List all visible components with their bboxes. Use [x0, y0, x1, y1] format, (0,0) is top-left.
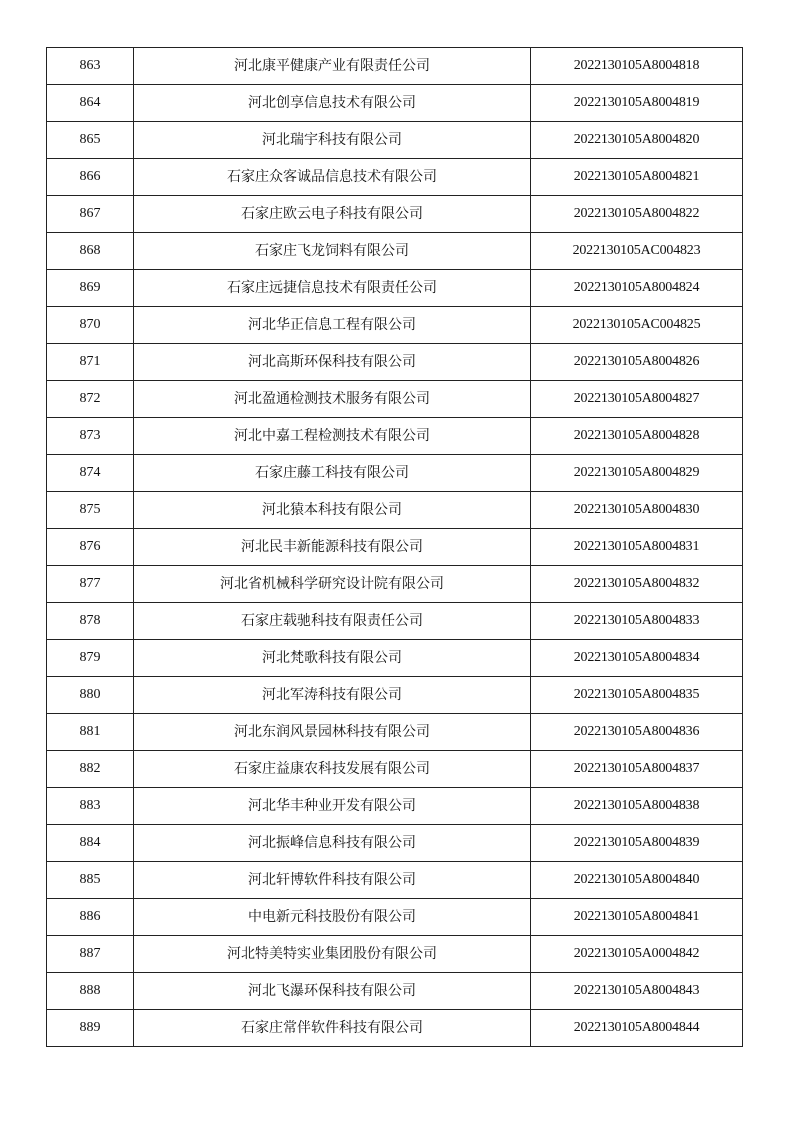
company-name-cell: 河北特美特实业集团股份有限公司: [134, 936, 531, 973]
registration-code-cell: 2022130105A8004827: [531, 381, 743, 418]
company-name-cell: 石家庄常伴软件科技有限公司: [134, 1010, 531, 1047]
row-number-cell: 880: [47, 677, 134, 714]
company-name-cell: 河北民丰新能源科技有限公司: [134, 529, 531, 566]
table-row: [47, 418, 743, 455]
row-number-cell: 869: [47, 270, 134, 307]
registration-code-cell: 2022130105A8004831: [531, 529, 743, 566]
row-number-cell: 868: [47, 233, 134, 270]
registration-code-cell: 2022130105A0004842: [531, 936, 743, 973]
company-name-cell: 石家庄飞龙饲料有限公司: [134, 233, 531, 270]
table-row: [47, 640, 743, 677]
registration-code-cell: 2022130105A8004822: [531, 196, 743, 233]
table-row: [47, 603, 743, 640]
row-number-cell: 864: [47, 85, 134, 122]
table-row: [47, 270, 743, 307]
row-number-cell: 888: [47, 973, 134, 1010]
table-row: [47, 751, 743, 788]
registration-code-cell: 2022130105A8004836: [531, 714, 743, 751]
registration-code-cell: 2022130105A8004819: [531, 85, 743, 122]
company-name-cell: 河北瑞宇科技有限公司: [134, 122, 531, 159]
company-name-cell: 石家庄载驰科技有限责任公司: [134, 603, 531, 640]
company-name-cell: 河北华丰种业开发有限公司: [134, 788, 531, 825]
registration-code-cell: 2022130105A8004841: [531, 899, 743, 936]
registration-code-cell: 2022130105A8004844: [531, 1010, 743, 1047]
registration-code-cell: 2022130105AC004825: [531, 307, 743, 344]
company-name-cell: 河北飞瀑环保科技有限公司: [134, 973, 531, 1010]
table-row: [47, 159, 743, 196]
registration-code-cell: 2022130105A8004828: [531, 418, 743, 455]
registration-code-cell: 2022130105A8004824: [531, 270, 743, 307]
registration-code-cell: 2022130105A8004834: [531, 640, 743, 677]
company-name-cell: 河北军涛科技有限公司: [134, 677, 531, 714]
registration-code-cell: 2022130105A8004821: [531, 159, 743, 196]
company-name-cell: 石家庄众客诚品信息技术有限公司: [134, 159, 531, 196]
table-row: [47, 862, 743, 899]
row-number-cell: 870: [47, 307, 134, 344]
row-number-cell: 886: [47, 899, 134, 936]
row-number-cell: 863: [47, 48, 134, 85]
table-row: [47, 455, 743, 492]
table-row: [47, 122, 743, 159]
table-row: [47, 973, 743, 1010]
row-number-cell: 866: [47, 159, 134, 196]
company-name-cell: 石家庄欧云电子科技有限公司: [134, 196, 531, 233]
company-name-cell: 河北创享信息技术有限公司: [134, 85, 531, 122]
table-row: [47, 529, 743, 566]
row-number-cell: 865: [47, 122, 134, 159]
row-number-cell: 879: [47, 640, 134, 677]
company-name-cell: 石家庄益康农科技发展有限公司: [134, 751, 531, 788]
table-row: [47, 492, 743, 529]
registration-code-cell: 2022130105A8004829: [531, 455, 743, 492]
company-name-cell: 河北省机械科学研究设计院有限公司: [134, 566, 531, 603]
table-row: [47, 307, 743, 344]
registration-code-cell: 2022130105A8004820: [531, 122, 743, 159]
row-number-cell: 889: [47, 1010, 134, 1047]
row-number-cell: 867: [47, 196, 134, 233]
row-number-cell: 871: [47, 344, 134, 381]
table-row: [47, 381, 743, 418]
registration-code-cell: 2022130105A8004833: [531, 603, 743, 640]
row-number-cell: 882: [47, 751, 134, 788]
company-list-table: [46, 47, 743, 1047]
table-row: [47, 48, 743, 85]
table-row: [47, 899, 743, 936]
company-name-cell: 河北振峰信息科技有限公司: [134, 825, 531, 862]
table-row: [47, 233, 743, 270]
company-name-cell: 石家庄远捷信息技术有限责任公司: [134, 270, 531, 307]
company-name-cell: 河北东润风景园林科技有限公司: [134, 714, 531, 751]
table-row: [47, 936, 743, 973]
table-row: [47, 85, 743, 122]
company-name-cell: 河北高斯环保科技有限公司: [134, 344, 531, 381]
row-number-cell: 878: [47, 603, 134, 640]
table-row: [47, 788, 743, 825]
table-row: [47, 1010, 743, 1047]
row-number-cell: 874: [47, 455, 134, 492]
registration-code-cell: 2022130105A8004830: [531, 492, 743, 529]
row-number-cell: 872: [47, 381, 134, 418]
company-name-cell: 河北猿本科技有限公司: [134, 492, 531, 529]
table-row: [47, 714, 743, 751]
registration-code-cell: 2022130105A8004826: [531, 344, 743, 381]
company-name-cell: 河北康平健康产业有限责任公司: [134, 48, 531, 85]
row-number-cell: 885: [47, 862, 134, 899]
row-number-cell: 883: [47, 788, 134, 825]
row-number-cell: 881: [47, 714, 134, 751]
table-row: [47, 825, 743, 862]
registration-code-cell: 2022130105A8004832: [531, 566, 743, 603]
company-name-cell: 河北华正信息工程有限公司: [134, 307, 531, 344]
company-name-cell: 中电新元科技股份有限公司: [134, 899, 531, 936]
company-name-cell: 河北盈通检测技术服务有限公司: [134, 381, 531, 418]
row-number-cell: 876: [47, 529, 134, 566]
registration-code-cell: 2022130105A8004840: [531, 862, 743, 899]
registration-code-cell: 2022130105A8004839: [531, 825, 743, 862]
row-number-cell: 887: [47, 936, 134, 973]
table-row: [47, 677, 743, 714]
registration-code-cell: 2022130105A8004838: [531, 788, 743, 825]
registration-code-cell: 2022130105A8004837: [531, 751, 743, 788]
table-body: [47, 48, 743, 1047]
registration-code-cell: 2022130105A8004835: [531, 677, 743, 714]
table-row: [47, 566, 743, 603]
company-name-cell: 石家庄藤工科技有限公司: [134, 455, 531, 492]
company-name-cell: 河北中嘉工程检测技术有限公司: [134, 418, 531, 455]
registration-code-cell: 2022130105AC004823: [531, 233, 743, 270]
registration-code-cell: 2022130105A8004818: [531, 48, 743, 85]
row-number-cell: 873: [47, 418, 134, 455]
table-row: [47, 344, 743, 381]
company-name-cell: 河北梵歌科技有限公司: [134, 640, 531, 677]
company-name-cell: 河北轩博软件科技有限公司: [134, 862, 531, 899]
row-number-cell: 884: [47, 825, 134, 862]
row-number-cell: 877: [47, 566, 134, 603]
row-number-cell: 875: [47, 492, 134, 529]
table-row: [47, 196, 743, 233]
registration-code-cell: 2022130105A8004843: [531, 973, 743, 1010]
